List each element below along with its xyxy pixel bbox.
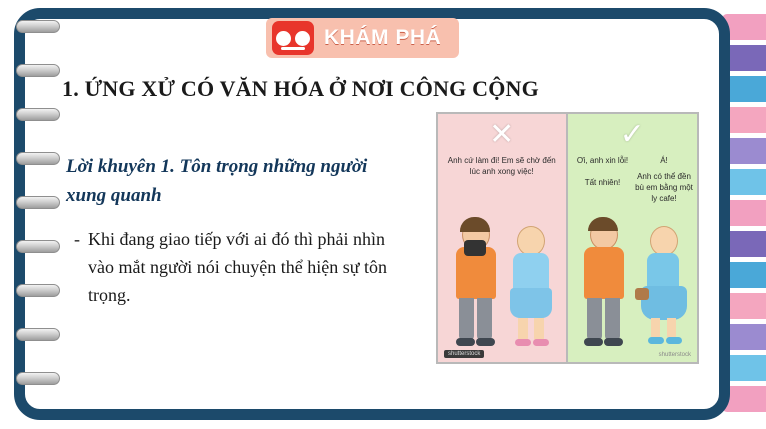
illustration-panel-wrong bbox=[438, 114, 568, 362]
list-item bbox=[74, 226, 404, 310]
badge-label: KHÁM PHÁ bbox=[324, 26, 442, 49]
figure-boy-right bbox=[580, 220, 628, 348]
illustration-panel-right bbox=[568, 114, 698, 362]
illustration bbox=[436, 112, 699, 364]
bullet-dash: - bbox=[74, 229, 80, 249]
binder-ring bbox=[16, 284, 60, 297]
speech-caption-right-1: Ơi, anh xin lỗi! bbox=[576, 156, 629, 165]
binder-ring bbox=[16, 328, 60, 341]
binder-ring bbox=[16, 64, 60, 77]
bullet-text: Khi đang giao tiếp với ai đó thì phải nhìn vào mắt người nói chuyện thể hiện sự tôn trọng. bbox=[88, 229, 387, 305]
figure-boy-left bbox=[452, 220, 500, 348]
figure-girl-left bbox=[508, 226, 556, 348]
watermark-right: shutterstock bbox=[658, 352, 691, 358]
figure-girl-right bbox=[639, 226, 689, 350]
page-title: 1. ỨNG XỬ CÓ VĂN HÓA Ở NƠI CÔNG CỘNG bbox=[62, 76, 539, 101]
binder-ring bbox=[16, 152, 60, 165]
binder-ring bbox=[16, 240, 60, 253]
speech-caption-left: Anh cứ làm đi! Em sẽ chờ đến lúc anh xong việc! bbox=[447, 156, 556, 176]
check-icon: ✓ bbox=[619, 117, 645, 152]
binder-ring bbox=[16, 196, 60, 209]
spiral-binding bbox=[16, 20, 62, 410]
speech-caption-right-4: Anh có thể đền bù em bằng một ly cafe! bbox=[635, 172, 693, 203]
binder-ring bbox=[16, 20, 60, 33]
binder-ring bbox=[16, 108, 60, 121]
section-badge bbox=[266, 18, 459, 58]
binder-ring bbox=[16, 372, 60, 385]
cross-icon: ✕ bbox=[489, 117, 515, 152]
watermark-left: shutterstock bbox=[444, 350, 484, 358]
binoculars-icon bbox=[272, 21, 314, 55]
advice-heading: Lời khuyên 1. Tôn trọng những người xung quanh bbox=[66, 156, 368, 207]
speech-caption-right-3: Á! bbox=[660, 156, 668, 165]
speech-caption-right-2: Tất nhiên! bbox=[584, 178, 621, 187]
